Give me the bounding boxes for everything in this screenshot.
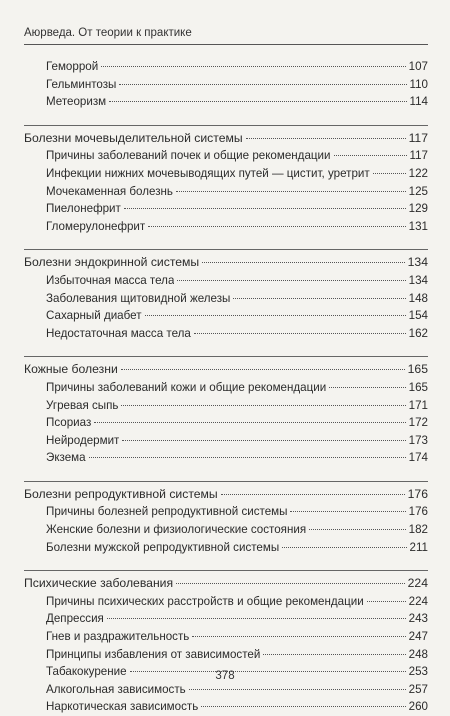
dot-leader <box>367 601 406 602</box>
toc-item-title: Недостаточная масса тела <box>46 326 191 340</box>
running-header <box>24 27 428 45</box>
dot-leader <box>176 191 406 192</box>
toc-item-title: Женские болезни и физиологические состояния <box>46 523 307 537</box>
dot-leader <box>94 422 405 423</box>
dot-leader <box>101 66 405 67</box>
toc-section <box>24 249 428 342</box>
toc-item <box>24 325 428 343</box>
toc-item-page: 176 <box>408 505 428 519</box>
toc-item <box>24 183 428 201</box>
toc-item-page: 173 <box>408 433 428 447</box>
toc-item <box>24 58 428 76</box>
toc-item <box>24 628 428 646</box>
toc-item-page: 224 <box>408 594 428 608</box>
toc-item-page: 174 <box>408 451 428 465</box>
toc-item-title: Гнев и раздражительность <box>46 630 190 644</box>
toc-item <box>24 521 428 539</box>
toc-item-page: 247 <box>408 630 428 644</box>
toc-item <box>24 449 428 467</box>
dot-leader <box>107 618 406 619</box>
dot-leader <box>373 173 406 174</box>
toc-item-page: 114 <box>409 95 428 109</box>
table-of-contents <box>24 58 428 716</box>
toc-section-title: Болезни эндокринной системы <box>24 255 200 270</box>
toc-item-page: 211 <box>409 540 428 554</box>
toc-item-page: 172 <box>408 416 428 430</box>
toc-item-title: Сахарный диабет <box>46 309 142 323</box>
dot-leader <box>282 547 406 548</box>
toc-item <box>24 76 428 94</box>
toc-item-page: 129 <box>408 202 428 216</box>
dot-leader <box>119 84 406 85</box>
toc-item <box>24 93 428 111</box>
toc-section-heading <box>24 130 428 148</box>
toc-section-page: 224 <box>407 576 428 591</box>
dot-leader <box>176 583 405 584</box>
toc-item <box>24 698 428 716</box>
toc-item-title: Алкогольная зависимость <box>46 682 186 696</box>
toc-item <box>24 414 428 432</box>
toc-item-title: Принципы избавления от зависимостей <box>46 647 261 661</box>
toc-item-page: 148 <box>408 291 428 305</box>
toc-item-title: Причины психических расстройств и общие рекомендации <box>46 594 364 608</box>
toc-section-heading <box>24 254 428 272</box>
dot-leader <box>148 226 405 227</box>
dot-leader <box>233 298 405 299</box>
toc-item <box>24 290 428 308</box>
toc-item <box>24 379 428 397</box>
toc-item <box>24 432 428 450</box>
dot-leader <box>109 101 406 102</box>
toc-item <box>24 307 428 325</box>
toc-section-heading <box>24 575 428 593</box>
toc-item-title: Нейродермит <box>46 433 120 447</box>
toc-item-title: Экзема <box>46 451 86 465</box>
toc-section-title: Кожные болезни <box>24 362 118 377</box>
toc-item <box>24 681 428 699</box>
toc-section-page: 134 <box>407 255 428 270</box>
toc-section <box>24 570 428 716</box>
dot-leader <box>246 138 406 139</box>
toc-item-title: Метеоризм <box>46 95 107 109</box>
toc-item-page: 125 <box>408 184 428 198</box>
toc-section <box>24 58 428 111</box>
toc-item-title: Табакокурение <box>46 665 127 679</box>
toc-item-page: 131 <box>408 219 428 233</box>
toc-item <box>24 539 428 557</box>
toc-item-title: Депрессия <box>46 612 104 626</box>
dot-leader <box>177 280 405 281</box>
toc-item-title: Причины заболеваний кожи и общие рекомендации <box>46 380 327 394</box>
toc-section-title: Психические заболевания <box>24 576 174 591</box>
dot-leader <box>329 387 405 388</box>
toc-item-page: 107 <box>408 60 428 73</box>
toc-item <box>24 646 428 664</box>
toc-item-page: 248 <box>408 647 428 661</box>
toc-section <box>24 356 428 467</box>
page-number: 378 <box>215 670 235 682</box>
toc-item-title: Мочекаменная болезнь <box>46 184 173 198</box>
toc-item <box>24 593 428 611</box>
toc-item <box>24 165 428 183</box>
toc-item <box>24 272 428 290</box>
toc-section-page: 176 <box>407 486 428 501</box>
toc-item-page: 257 <box>408 682 428 696</box>
dot-leader <box>122 440 405 441</box>
toc-item-title: Угревая сыпь <box>46 398 119 412</box>
toc-item <box>24 218 428 236</box>
dot-leader <box>290 511 405 512</box>
toc-item-title: Наркотическая зависимость <box>46 700 199 714</box>
toc-item-page: 154 <box>408 309 428 323</box>
dot-leader <box>194 333 406 334</box>
toc-item-page: 122 <box>408 166 428 180</box>
toc-item-title: Гломерулонефрит <box>46 219 146 233</box>
toc-section-title: Болезни репродуктивной системы <box>24 486 218 501</box>
toc-item <box>24 610 428 628</box>
toc-section-page: 165 <box>407 362 428 377</box>
dot-leader <box>334 155 407 156</box>
toc-item-title: Инфекции нижних мочевыводящих путей — цистит, уретрит <box>46 166 370 180</box>
page-footer <box>0 670 450 682</box>
toc-item-title: Избыточная масса тела <box>46 273 175 287</box>
dot-leader <box>124 208 406 209</box>
toc-item-page: 165 <box>408 380 428 394</box>
toc-item-title: Гельминтозы <box>46 77 117 91</box>
dot-leader <box>221 494 405 495</box>
dot-leader <box>89 457 406 458</box>
dot-leader <box>121 369 405 370</box>
toc-item-page: 260 <box>408 700 428 714</box>
toc-item-page: 243 <box>408 612 428 626</box>
toc-section-heading <box>24 361 428 379</box>
dot-leader <box>263 654 405 655</box>
toc-section <box>24 125 428 236</box>
toc-item-title: Заболевания щитовидной железы <box>46 291 231 305</box>
toc-item <box>24 397 428 415</box>
toc-item-page: 134 <box>408 273 428 287</box>
toc-item-title: Болезни мужской репродуктивной системы <box>46 540 280 554</box>
toc-item-page: 171 <box>408 398 428 412</box>
toc-section-page: 117 <box>408 130 428 145</box>
toc-item-title: Причины заболеваний почек и общие рекомендации <box>46 149 331 163</box>
toc-item-page: 110 <box>409 77 428 91</box>
toc-section <box>24 481 428 556</box>
dot-leader <box>145 315 406 316</box>
toc-item-title: Причины болезней репродуктивной системы <box>46 505 288 519</box>
dot-leader <box>309 529 406 530</box>
toc-item-title: Псориаз <box>46 416 92 430</box>
dot-leader <box>121 405 405 406</box>
toc-item-page: 253 <box>408 665 428 679</box>
toc-item-title: Пиелонефрит <box>46 202 121 216</box>
book-title: Аюрведа. От теории к практике <box>24 27 192 39</box>
toc-section-heading <box>24 486 428 504</box>
toc-item-page: 117 <box>409 149 428 163</box>
toc-item-title: Геморрой <box>46 60 99 73</box>
toc-section-title: Болезни мочевыделительной системы <box>24 130 243 145</box>
toc-item <box>24 503 428 521</box>
dot-leader <box>202 262 404 263</box>
dot-leader <box>201 706 405 707</box>
toc-item-page: 182 <box>408 523 428 537</box>
dot-leader <box>192 636 405 637</box>
dot-leader <box>189 689 406 690</box>
toc-item-page: 162 <box>408 326 428 340</box>
toc-item <box>24 200 428 218</box>
toc-item <box>24 147 428 165</box>
